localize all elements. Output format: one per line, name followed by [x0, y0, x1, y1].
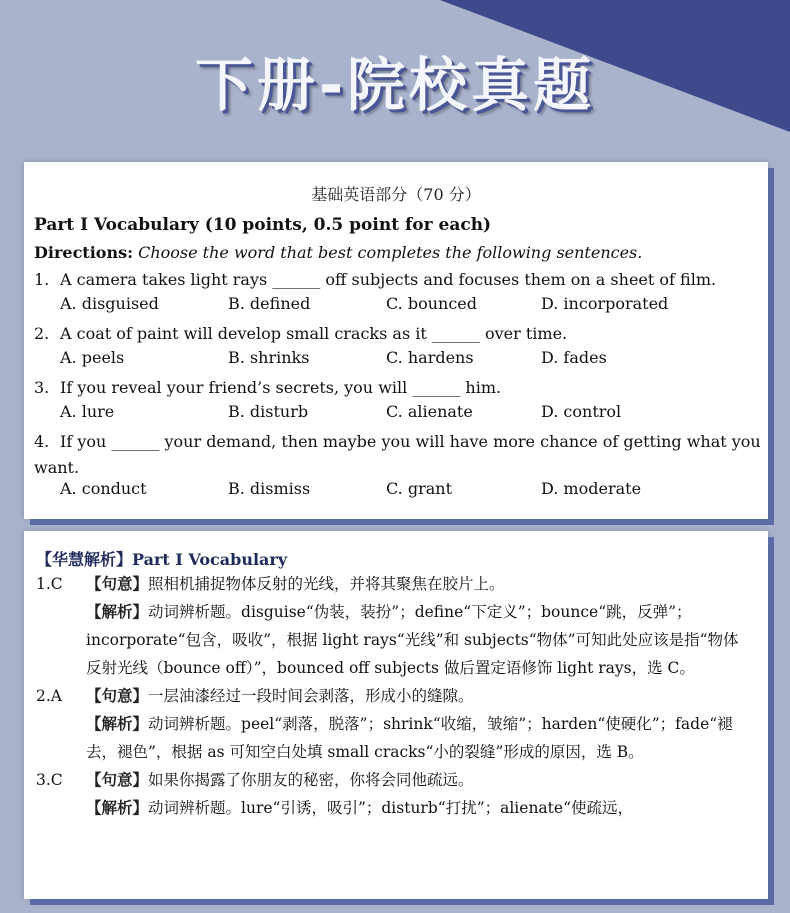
question-3-options	[60, 400, 768, 424]
answer-entry-1	[24, 570, 768, 682]
option-c: C. grant	[386, 479, 453, 498]
meaning-text: 一层油漆经过一段时间会剥落，形成小的缝隙。	[148, 687, 474, 705]
page-title: 下册-院校真题	[194, 51, 596, 119]
question-text: If you ______ your demand, then maybe you will have more chance of getting what you	[60, 432, 761, 451]
question-text: A camera takes light rays ______ off subjects and focuses them on a sheet of film.	[60, 270, 717, 289]
analysis-heading-bracket: 【华慧解析】	[36, 550, 133, 569]
question-number: 2.	[34, 324, 50, 343]
answer-number: 1.C	[36, 575, 63, 593]
option-a: A. lure	[60, 402, 115, 421]
analysis-heading	[36, 547, 768, 570]
answer-number: 2.A	[36, 687, 62, 705]
analysis-tag: 【解析】	[86, 798, 149, 817]
option-c: C. alienate	[386, 402, 473, 421]
option-d: D. moderate	[541, 479, 642, 498]
analysis-text: 动词辨析题。disguise“伪装，装扮”；define“下定义”；bounce“跳，反弹”；incorporate“包含，吸收”，根据 light rays“光线”和 subjects“物体”可知此处应该是指“物体反射光线（bounce off）”，bounced off subjects 做后置定语修饰 light rays，选 C。	[86, 603, 739, 677]
analysis-tag: 【解析】	[86, 714, 149, 733]
answer-number: 3.C	[36, 771, 63, 789]
meaning-tag: 【句意】	[86, 574, 149, 593]
option-b: B. dismiss	[228, 479, 311, 498]
question-number: 1.	[34, 270, 50, 289]
section-heading: 基础英语部分（70 分）	[311, 185, 481, 204]
meaning-tag: 【句意】	[86, 686, 149, 705]
question-3	[34, 376, 768, 400]
question-4-continued: want.	[34, 458, 80, 477]
directions-label: Directions:	[34, 243, 133, 262]
directions	[34, 243, 768, 262]
option-c: C. hardens	[386, 348, 474, 367]
question-4-options	[60, 477, 768, 501]
question-1-options	[60, 292, 768, 316]
directions-text: Choose the word that best completes the following sentences.	[138, 243, 643, 262]
answer-entry-3	[24, 766, 768, 822]
option-b: B. shrinks	[228, 348, 310, 367]
option-b: B. defined	[228, 294, 311, 313]
question-2-options	[60, 346, 768, 370]
question-text: A coat of paint will develop small cracks as it ______ over time.	[60, 324, 568, 343]
analysis-text: 动词辨析题。lure“引诱，吸引”；disturb“打扰”；alienate“使疏远，	[148, 799, 633, 817]
question-card	[24, 162, 768, 519]
option-a: A. disguised	[60, 294, 159, 313]
option-d: D. fades	[541, 348, 607, 367]
question-2	[34, 322, 768, 346]
answer-entry-2	[24, 682, 768, 766]
option-b: B. disturb	[228, 402, 309, 421]
analysis-text: 动词辨析题。peel“剥落，脱落”；shrink“收缩，皱缩”；harden“使硬化”；fade“褪去，褪色”，根据 as 可知空白处填 small cracks“小的裂缝”形成的原因，选 B。	[86, 715, 733, 761]
meaning-text: 如果你揭露了你朋友的秘密，你将会同他疏远。	[148, 771, 474, 789]
option-a: A. conduct	[60, 479, 147, 498]
question-1	[34, 268, 768, 292]
question-4	[34, 430, 768, 454]
analysis-card	[24, 531, 768, 899]
question-number: 3.	[34, 378, 50, 397]
part-title: Part I Vocabulary (10 points, 0.5 point for each)	[34, 215, 492, 235]
analysis-heading-text: Part I Vocabulary	[132, 550, 288, 569]
meaning-text: 照相机捕捉物体反射的光线，并将其聚焦在胶片上。	[148, 575, 505, 593]
option-a: A. peels	[60, 348, 125, 367]
question-text: If you reveal your friend’s secrets, you will ______ him.	[60, 378, 502, 397]
meaning-tag: 【句意】	[86, 770, 149, 789]
question-number: 4.	[34, 432, 50, 451]
analysis-tag: 【解析】	[86, 602, 149, 621]
option-d: D. incorporated	[541, 294, 669, 313]
option-c: C. bounced	[386, 294, 477, 313]
option-d: D. control	[541, 402, 622, 421]
